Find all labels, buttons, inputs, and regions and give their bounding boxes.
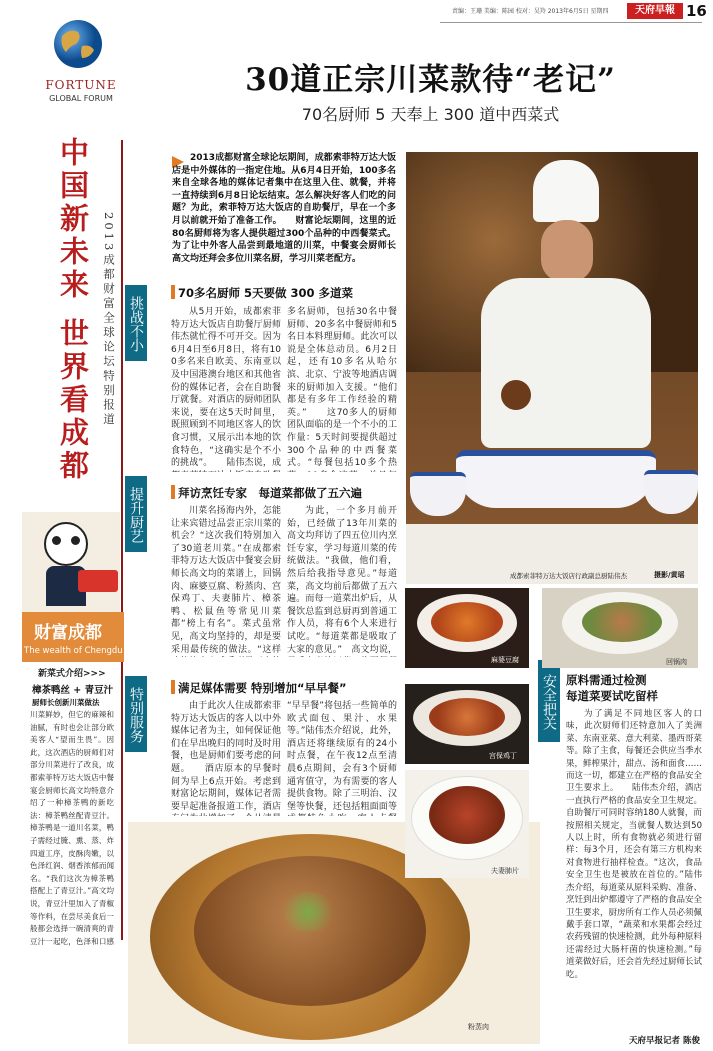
chef-photo [406,152,698,584]
tag-skills: 提升厨艺 [125,476,147,552]
page-number: 16 [686,2,707,20]
sidebar-divider [121,140,123,940]
green-garnish [278,892,338,932]
photo-huiguo [542,588,698,668]
article-title: 30道正宗川菜款待“老记” [245,62,616,98]
gongbao-caption: 宫保鸡丁 [489,752,517,760]
article-lead: 2013成都财富全球论坛期间，成都索菲特万达大饭店是中外媒体的一指定住地。从6月4日开始，100多名来自全球各地的媒体记者集中在这里入住、就餐，并将一直持续到6月8日论坛结束。怎么解决好客人们吃的问题？为此，索菲特万达大饭店的自助餐厅，早在一个多月以前就开始了准备工作。 财富论坛期间，这里的近80名厨师将为客人提供超过300个品种的中西餐菜式。为了让中外客人品尝到最地道的川菜，中餐宴会厨师长高文均还拜会多位川菜名厨，学习川菜老配方。 [172,153,396,264]
recipe-body: 川菜鲜妙，但它的麻辣和油腻，有时也会让部分欧美客人“望而生畏”。因此，这次酒店的厨师们对部分川菜进行了改良，成都索菲特万达大饭店中餐宴会厨师长高文均特意介绍了一种樟茶鸭的新吃法：樟茶鸭丝配青豆汁。樟茶鸭是一道川名菜，鸭子需经过腌、熏、蒸、炸四道工序，皮酥肉嫩，以色泽红润、烟香浓郁而闻名。“我们这次为樟茶鸭搭配上了青豆汁。”高文均说，青豆汁里加入了青椒等作料，在尝尽美食后一般都会选择一碗清爽的青豆汁一起吃，色泽和口感 [30,710,114,946]
sec4-title: 原料需通过检测 每道菜要试吃留样 [566,673,658,703]
header-rule [440,22,702,23]
tag-challenge: 挑战不小 [125,285,147,361]
mascot-illustration [22,512,120,612]
column-title-cn: 财富成都 [34,623,102,643]
ladle [501,380,531,410]
huiguo-caption: 回锅肉 [666,658,687,666]
globe-icon [52,18,104,70]
chef-credit: 摄影/黄瑶 [654,571,685,579]
sec1-col1: 从5月开始，成都索菲特万达大饭店自助餐厅厨师伟杰就忙得不可开交。因为6月4日至6月8日，将有100多名来自欧美、东南亚以及中国港澳台地区和其他省份的媒体记者，会在自助餐厅就餐。对酒店的厨师团队来说，要在这5天时间里，既照顾到不同地区客人的饮食习惯，又展示出本地的饮食特色，“这确实是个不小的挑战”。 陆伟杰说，成 [171,307,281,469]
sec3-bar [171,680,175,694]
chef-caption: 成都索菲特万达大饭店行政副总厨陆伟杰 [510,572,627,580]
mapo-dish [431,602,503,642]
mascot-panda [44,522,88,566]
mapo-caption: 麻婆豆腐 [491,656,519,664]
byline: 天府早报记者 陈俊 [629,1036,700,1046]
sec3-title: 满足媒体需要 特别增加“早早餐” [178,681,347,695]
column-banner [22,612,124,662]
sec2-col1: 川菜名扬海内外，怎能让来宾错过品尝正宗川菜的机会？“这次我们特别加入了30道老川菜。”在成都索菲特万达大饭店中餐宴会厨师长高文均的菜谱上，回锅肉、麻婆豆腐、粉蒸肉、宫保鸡丁、夫妻肺片、樟茶鸭、松鼠鱼等常见川菜都“榜上有名”。菜式虽常见，高文均坚持的，却是要采用最传统的做法。“这样 [171,506,281,655]
huiguo-dish [582,602,662,642]
header-meta: 责编：王珊 美编：陈园 校对：吴羚 2013年6月5日 星期四 [452,8,609,15]
fuqi-caption: 夫妻肺片 [491,867,519,875]
recipe-heading: 新菜式介绍>>> [38,669,106,679]
sec2-bar [171,485,175,499]
sec4-body: 为了满足不同地区客人的口味，此次厨师们还特意加入了美洲菜、东南亚菜、意大利菜、墨西哥菜等。除了主食，每餐还会供应当季水果，鲜榨果汁，甜点、汤和面食……而这一切，都建立在严格的食品安全卫生要求上。 陆伟杰介绍，酒店一直执行严格的食品安全卫生规定。自助餐厅可同时容纳180人就餐，而按照相关规定，当就餐人数达到50人以上时，所有食物就必须进行留样：每3个月，还会有第三方机构来对食物进行抽样检查。“这次，食品安全卫生也是被放在首位的。”陆伟杰介绍，每道菜从原料采购、准备、烹饪到出炉都遵守了严格的食品安全卫生要求，厨房所有工作人员必须佩戴手套口罩，“蔬菜和水果都会经过农药残留的快速检测，此外每种原料还需经过大肠杆菌的快速检测。”每道菜做好后，还会首先经过厨师长试吃。 [566,709,702,980]
logo-global-forum: GLOBAL FORUM [49,94,113,103]
tureen [456,450,656,508]
chef-face [541,220,593,282]
logo-fortune: FORTUNE [45,78,117,92]
sec2-col2: 为此，一个多月前开始，已经做了13年川菜的高文均拜访了四五位川内烹饪专家，学习每道川菜的传统做法。“我做，他们看，然后给我指导意见。”每道菜，高文均前后都做了五六遍。而每一道菜出炉后，从餐饮总监到总厨再到普通工作人员，将有6个人来进行试吃。“每道菜都是吸取了大家的意见。” 高文均说， [287,506,397,655]
photo-mapo [405,588,529,668]
recipe-subtitle: 厨师长创新川菜做法 [32,698,100,707]
bowl-left [410,472,466,516]
paper-name: 天府早報 [627,3,683,19]
tag-service: 特别服务 [125,676,147,752]
chef-jacket [481,278,651,448]
sidebar-title-1: 中国新未来 [56,137,90,302]
sec3-col2: “早早餐”将包括一些简单的欧式面包、果汁、水果等。”陆伟杰介绍说，此外，酒店还将继续原有的24小时点餐，在午夜12点至清晨6点期间，会有3个厨师通宵值守，为有需要的客人提供食物。除了三明治、汉堡等快餐，还包括粗面面等 [287,701,397,812]
sec1-col2: 多名厨师，包括30名中餐厨师、20多名中餐厨师和5名日本料理厨师。此次可以说是全体总动员。6月2日起，还有10多名从哈尔滨、北京、宁波等地酒店调来的厨师加入支援。“他们都是有多年工作经验的精英。” 这70多人的厨师团队面临的是一个不小的工作量：5天时间要提供超过300个品种的中西餐菜式。“每餐包括10多个热 [287,307,397,469]
bowl-right [644,470,698,514]
chef-hat [533,160,599,222]
series-label: 2013成都财富全球论坛特别报道 [102,212,116,428]
sec1-bar [171,285,175,299]
sec2-title: 拜访烹饪专家 每道菜都做了五六遍 [178,486,362,500]
photo-fuqi [405,770,529,878]
fuqi-dish [429,786,505,844]
recipe-title: 樟茶鸭丝 + 青豆汁 [32,685,114,696]
tag-safety: 安全把关 [538,660,560,742]
forum-logo [38,18,124,114]
gongbao-dish [429,698,505,736]
article-subtitle: 70名厨师 5 天奉上 300 道中西菜式 [301,105,560,124]
sec1-title: 70多名厨师 5天要做 300 多道菜 [178,286,354,300]
sidebar-title-2: 世界看成都 [56,318,90,483]
sec3-col1: 由于此次人住成都索菲特万达大饭店的客人以中外媒体记者为主，如何保证他们在早出晚归的同时及时用餐，也是厨师们要考虑的问题。 酒店原本的早餐时间为早上6点开始。考虑到财富论坛期间，媒体记者需要早起准备报道工作，酒店 [171,701,281,812]
fenzheng-caption: 粉蒸肉 [468,1023,489,1031]
column-title-en: The wealth of Chengdu [24,646,123,656]
photo-gongbao [405,684,529,764]
